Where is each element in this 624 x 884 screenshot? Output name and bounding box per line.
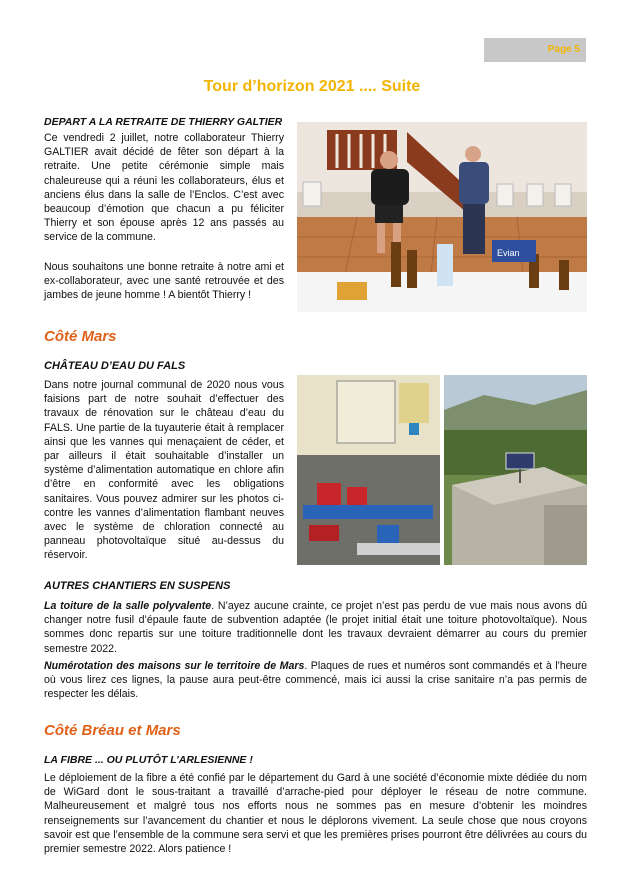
numerotation-lead: Numérotation des maisons sur le territoire de Mars [44, 660, 305, 672]
chateau-heading: CHÂTEAU D’EAU DU FALS [44, 360, 186, 372]
autres-chantiers-heading: AUTRES CHANTIERS EN SUSPENS [44, 580, 231, 592]
toiture-text: . N’ayez aucune crainte, ce projet n’est pas perdu de vue mais nous avons dû changer notre fusil d’épaule faute de subvention adaptée (le projet initial était une toiture photovoltaïque). Nous sommes donc repartis sur une toiture traditionnelle dont les travaux devraient démarrer au cours du premier semestre 2022. [44, 600, 587, 655]
chateau-paragraph: Dans notre journal communal de 2020 nous vous faisions part de notre souhait d’effectuer des travaux de rénovation sur le château d’eau du FALS. Une partie de la tuyauterie était à remplacer ainsi que les vannes qui menaçaient de céder, et par ailleurs il était souhaitable d’installer un système d’alimentation automatique en chlore afin d’être en conformité avec les obligations sanitaires. Vous pouvez admirer sur les photos ci-contre les vannes d’alimentation flambant neuves avec le système de chloration connecté au panneau photovoltaïque situé au-dessus du réservoir. [44, 379, 284, 562]
reservoir-solar-panel-photo [444, 375, 587, 565]
fibre-heading: LA FIBRE ... OU PLUTÔT L’ARLESIENNE ! [44, 754, 253, 766]
retirement-party-photo [297, 122, 587, 312]
retirement-wishes: Nous souhaitons une bonne retraite à notre ami et ex-collaborateur, avec une santé retrouvée et des jambes de jeune homme ! A bientôt Thierry ! [44, 261, 284, 302]
valves-photo [297, 375, 440, 565]
numerotation-text: . Plaques de rues et numéros sont commandés et à l’heure où vous lirez ces lignes, la pause aura peut-être commencé, mais ici aussi la crise sanitaire n’a pas permis de respecter les délais. [44, 660, 587, 701]
page-number-tag: Page 5 [484, 38, 586, 62]
section-title-mars: Côté Mars [44, 328, 117, 345]
toiture-paragraph [44, 599, 587, 656]
toiture-lead: La toiture de la salle polyvalente [44, 600, 212, 612]
section-title-breau: Côté Bréau et Mars [44, 722, 181, 739]
fibre-paragraph: Le déploiement de la fibre a été confié par le département du Gard à une société d’économie mixte dédiée du nom de WiGard dont le sous-traitant a travaillé d’arrache-pied pour déployer le réseau de notre commune. Malheureusement et malgré tous nos efforts nous ne sommes pas en mesure d’obtenir les moindres renseignements sur l’avancement du chantier et nous le déplorons vivement. La seule chose que nous croyons savoir est que l’ensemble de la commune sera servi et que les premières prises pourront être délivrées au cours du premier semestre 2022. Alors patience ! [44, 772, 587, 856]
numerotation-paragraph [44, 659, 587, 702]
bottle-label: Evian [497, 248, 520, 258]
retirement-heading: DEPART A LA RETRAITE DE THIERRY GALTIER [44, 116, 283, 128]
page-title: Tour d’horizon 2021 .... Suite [203, 78, 421, 95]
retirement-paragraph: Ce vendredi 2 juillet, notre collaborateur Thierry GALTIER avait décidé de fêter son départ à la retraite. Une petite cérémonie simple mais chaleureuse qui a réuni les collaborateurs, élus et anciens élus dans la salle de l’Enclos. C’est avec beaucoup d’émotion que chacun a pu féliciter Thierry et son épouse après 12 ans passés au service de la commune. [44, 132, 284, 244]
